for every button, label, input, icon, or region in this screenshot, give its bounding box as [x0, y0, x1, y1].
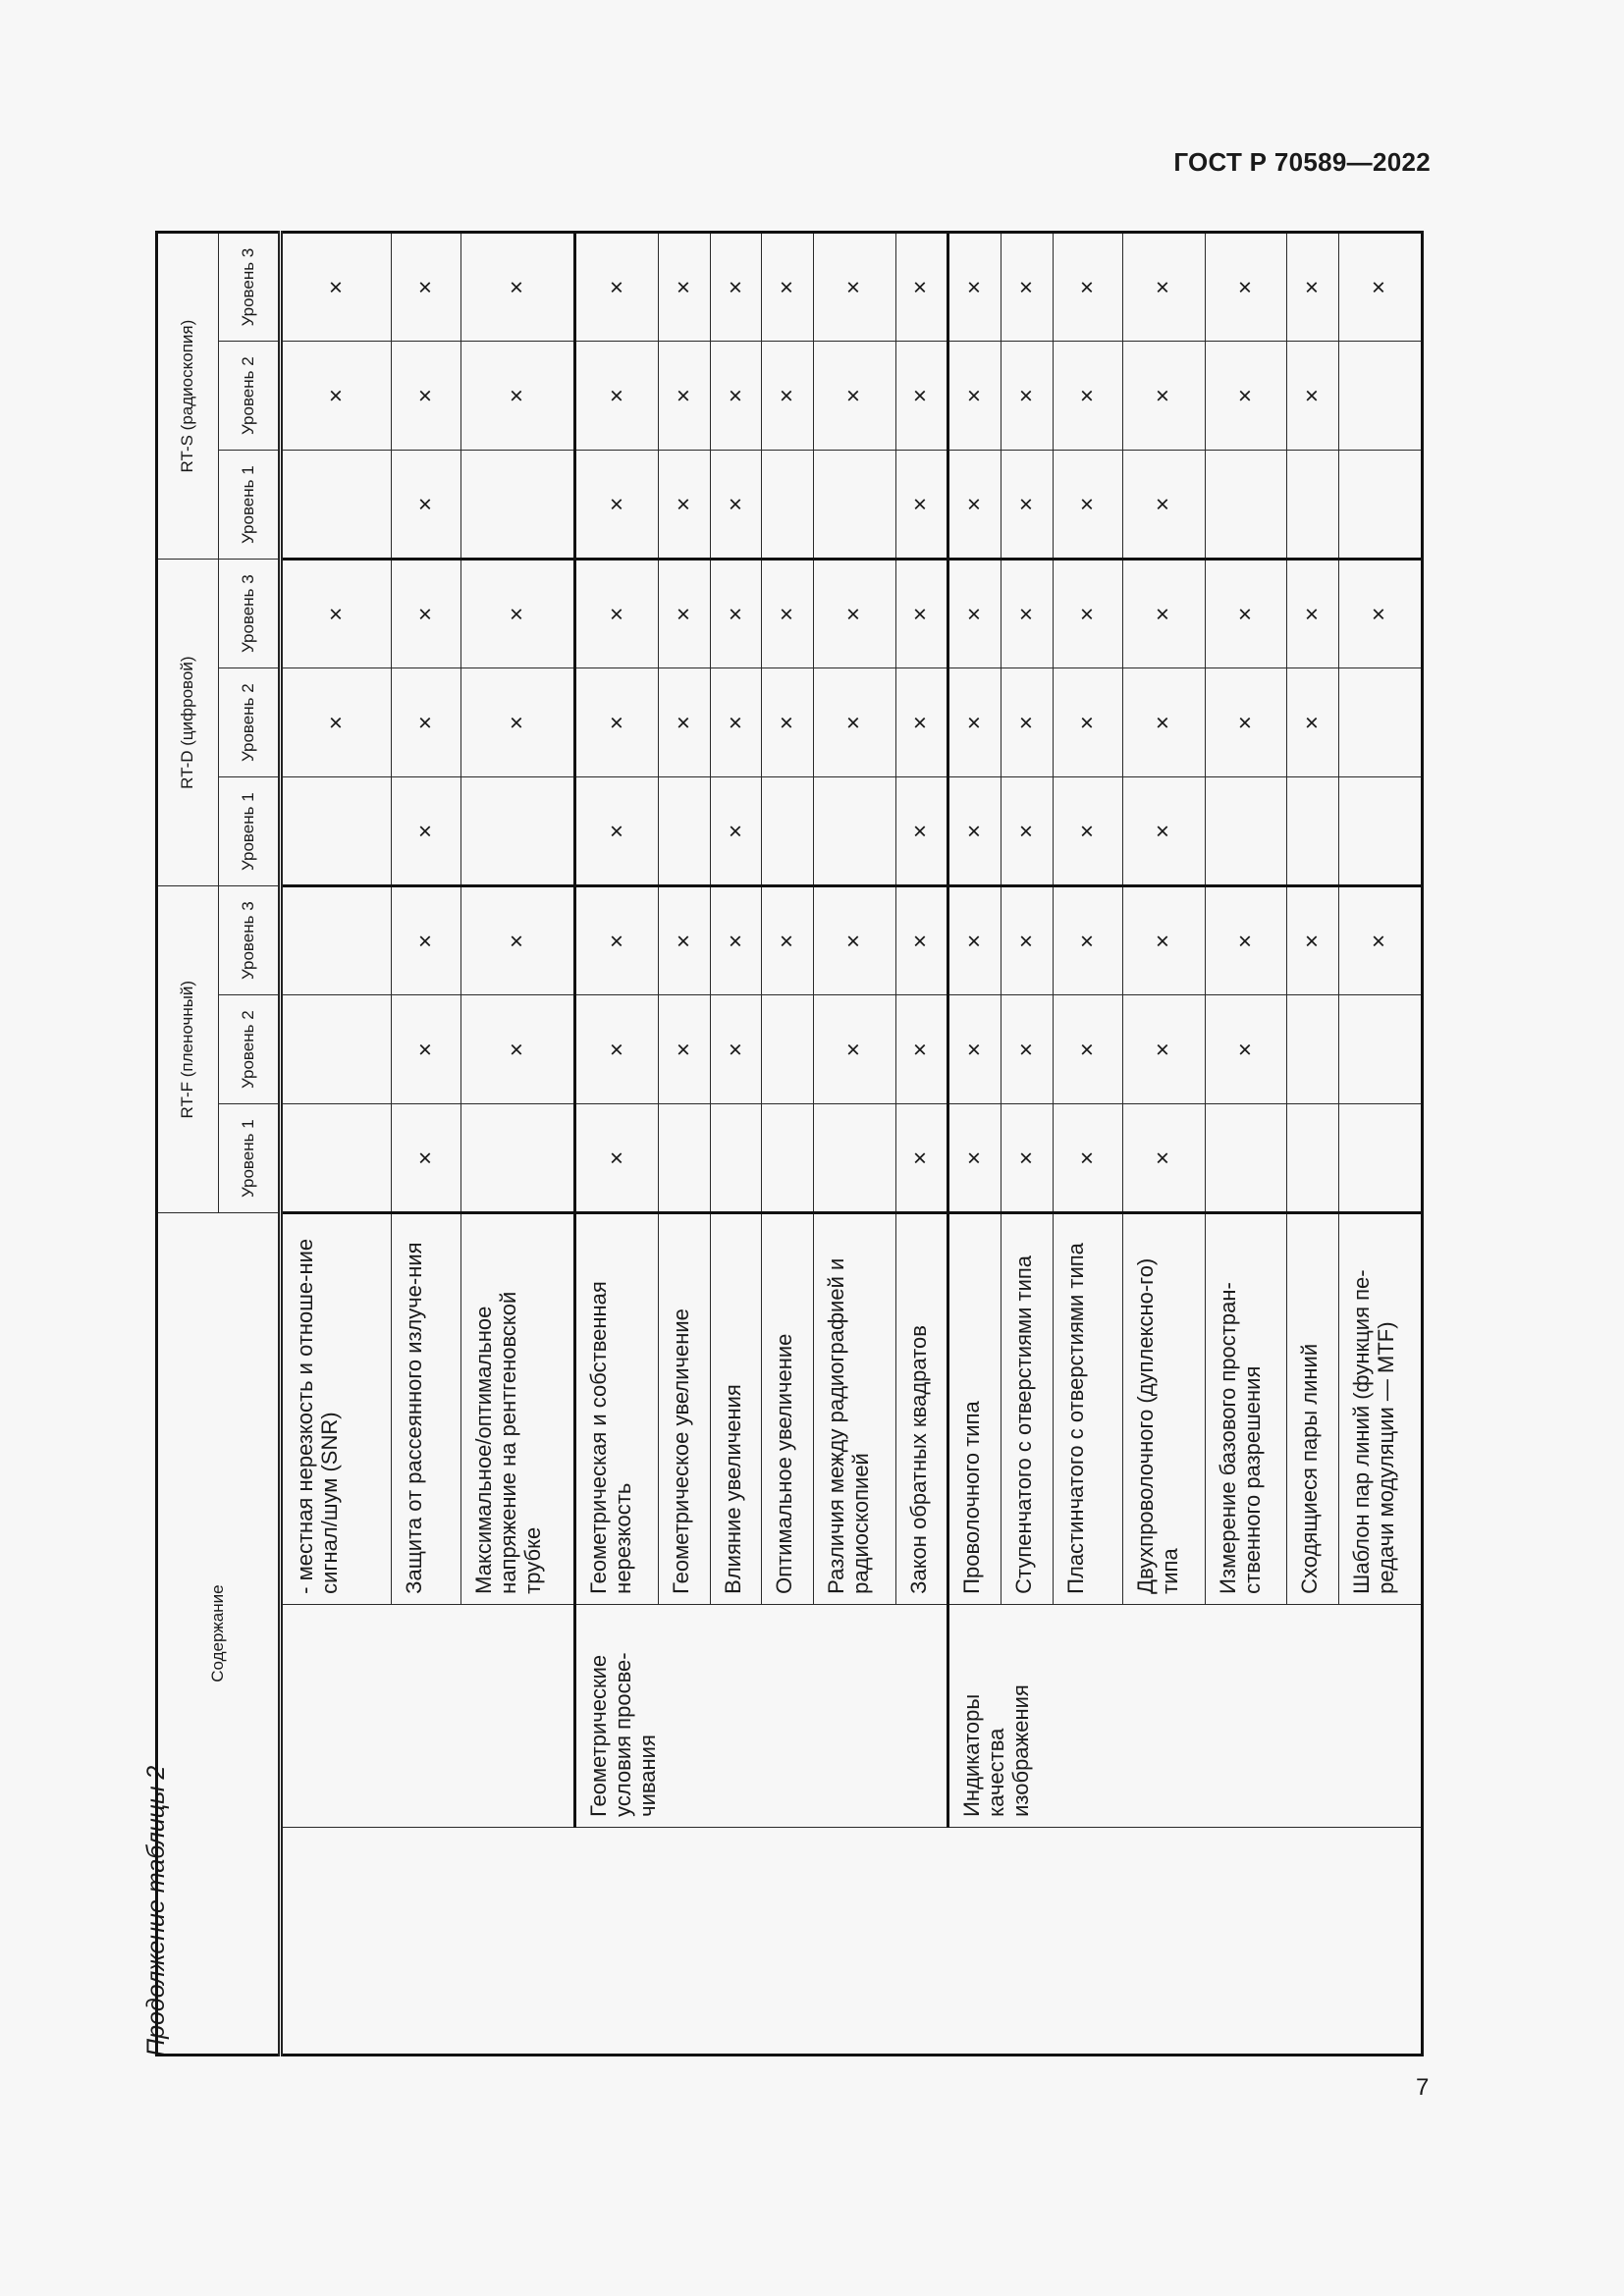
row-content-label: Геометрическое увеличение [659, 1213, 711, 1605]
mark-cross: × [281, 342, 392, 451]
empty-cell [281, 451, 392, 560]
level-header: Уровень 3 [218, 560, 281, 668]
mark-cross: × [895, 342, 948, 451]
empty-cell [659, 777, 711, 886]
mark-cross: × [461, 560, 575, 668]
level-header: Уровень 1 [218, 1104, 281, 1213]
empty-cell [1338, 995, 1422, 1104]
mark-cross: × [659, 233, 711, 342]
mark-cross: × [1122, 233, 1205, 342]
table-row [281, 233, 392, 2056]
empty-cell [1338, 1104, 1422, 1213]
mark-cross: × [948, 777, 1001, 886]
mark-cross: × [1001, 560, 1054, 668]
mark-cross: × [813, 668, 895, 777]
level-header: Уровень 1 [218, 777, 281, 886]
mark-cross: × [281, 668, 392, 777]
empty-cell [281, 995, 392, 1104]
mark-cross: × [1205, 560, 1287, 668]
table-row [575, 233, 659, 2056]
mark-cross: × [391, 560, 460, 668]
mark-cross: × [575, 777, 659, 886]
empty-cell [1338, 668, 1422, 777]
method-group-header: RT-D (цифровой) [157, 560, 219, 886]
mark-cross: × [710, 560, 762, 668]
mark-cross: × [762, 233, 814, 342]
document-id: ГОСТ Р 70589—2022 [1173, 147, 1431, 177]
row-content-label: Шаблон пар линий (функция пе-редачи модуляции — MTF) [1338, 1213, 1422, 1605]
mark-cross: × [281, 560, 392, 668]
empty-cell [1287, 1104, 1339, 1213]
mark-cross: × [895, 560, 948, 668]
mark-cross: × [710, 886, 762, 995]
mark-cross: × [391, 995, 460, 1104]
mark-cross: × [895, 886, 948, 995]
mark-cross: × [1053, 995, 1122, 1104]
row-content-label: Ступенчатого с отверстиями типа [1001, 1213, 1054, 1605]
mark-cross: × [391, 886, 460, 995]
mark-cross: × [1053, 342, 1122, 451]
level-header: Уровень 2 [218, 995, 281, 1104]
row-content-label: Пластинчатого с отверстиями типа [1053, 1213, 1122, 1605]
mark-cross: × [1053, 668, 1122, 777]
row-content-label: Сходящиеся пары линий [1287, 1213, 1339, 1605]
mark-cross: × [575, 560, 659, 668]
mark-cross: × [391, 451, 460, 560]
row-content-label: Измерение базового простран-ственного разрешения [1205, 1213, 1287, 1605]
page-number: 7 [1416, 2074, 1430, 2101]
blank-section-column [281, 1827, 1423, 2055]
empty-cell [659, 1104, 711, 1213]
mark-cross: × [1205, 995, 1287, 1104]
mark-cross: × [281, 233, 392, 342]
empty-cell [1287, 451, 1339, 560]
mark-cross: × [895, 1104, 948, 1213]
mark-cross: × [1053, 886, 1122, 995]
empty-cell [813, 777, 895, 886]
method-group-header: RT-F (пленочный) [157, 886, 219, 1213]
empty-cell [1205, 451, 1287, 560]
mark-cross: × [948, 886, 1001, 995]
mark-cross: × [710, 668, 762, 777]
level-header: Уровень 2 [218, 342, 281, 451]
empty-cell [813, 1104, 895, 1213]
mark-cross: × [813, 342, 895, 451]
mark-cross: × [1053, 233, 1122, 342]
empty-cell [762, 995, 814, 1104]
row-content-label: Максимальное/оптимальное напряжение на рентгеновской трубке [461, 1213, 575, 1605]
mark-cross: × [813, 560, 895, 668]
empty-cell [461, 1104, 575, 1213]
mark-cross: × [1287, 560, 1339, 668]
mark-cross: × [391, 668, 460, 777]
mark-cross: × [948, 560, 1001, 668]
mark-cross: × [659, 342, 711, 451]
row-content-label: - местная нерезкость и отноше-ние сигнал/шум (SNR) [281, 1213, 392, 1605]
mark-cross: × [813, 995, 895, 1104]
row-content-label: Влияние увеличения [710, 1213, 762, 1605]
mark-cross: × [895, 668, 948, 777]
mark-cross: × [1053, 451, 1122, 560]
mark-cross: × [659, 668, 711, 777]
row-group-label [281, 1604, 575, 1827]
mark-cross: × [1053, 560, 1122, 668]
mark-cross: × [1122, 451, 1205, 560]
empty-cell [762, 777, 814, 886]
mark-cross: × [575, 233, 659, 342]
mark-cross: × [813, 886, 895, 995]
mark-cross: × [1053, 1104, 1122, 1213]
row-content-label: Различия между радиографией и радиоскопией [813, 1213, 895, 1605]
mark-cross: × [1205, 342, 1287, 451]
mark-cross: × [1122, 995, 1205, 1104]
mark-cross: × [659, 451, 711, 560]
mark-cross: × [1001, 995, 1054, 1104]
mark-cross: × [461, 668, 575, 777]
mark-cross: × [391, 777, 460, 886]
mark-cross: × [1122, 886, 1205, 995]
mark-cross: × [461, 995, 575, 1104]
mark-cross: × [659, 995, 711, 1104]
row-group-label: Геометрические условия просве-чивания [575, 1604, 948, 1827]
mark-cross: × [575, 1104, 659, 1213]
mark-cross: × [391, 233, 460, 342]
row-content-label: Закон обратных квадратов [895, 1213, 948, 1605]
mark-cross: × [1001, 886, 1054, 995]
mark-cross: × [948, 668, 1001, 777]
empty-cell [813, 451, 895, 560]
table-row [948, 233, 1001, 2056]
requirements-table [155, 231, 1424, 2056]
empty-cell [281, 777, 392, 886]
mark-cross: × [1001, 342, 1054, 451]
mark-cross: × [1122, 777, 1205, 886]
mark-cross: × [1338, 886, 1422, 995]
row-content-label: Защита от рассеянного излуче-ния [391, 1213, 460, 1605]
row-content-label: Проволочного типа [948, 1213, 1001, 1605]
mark-cross: × [1001, 233, 1054, 342]
empty-cell [281, 1104, 392, 1213]
mark-cross: × [1053, 777, 1122, 886]
mark-cross: × [1338, 233, 1422, 342]
mark-cross: × [762, 342, 814, 451]
mark-cross: × [1287, 233, 1339, 342]
mark-cross: × [948, 233, 1001, 342]
mark-cross: × [1122, 342, 1205, 451]
content-column-header: Содержание [157, 1213, 281, 2056]
level-header: Уровень 1 [218, 451, 281, 560]
mark-cross: × [461, 342, 575, 451]
mark-cross: × [813, 233, 895, 342]
empty-cell [281, 886, 392, 995]
level-header: Уровень 3 [218, 233, 281, 342]
row-content-label: Двухпроволочного (дуплексно-го) типа [1122, 1213, 1205, 1605]
mark-cross: × [1001, 777, 1054, 886]
mark-cross: × [762, 886, 814, 995]
empty-cell [1287, 777, 1339, 886]
level-header: Уровень 2 [218, 668, 281, 777]
empty-cell [1338, 777, 1422, 886]
mark-cross: × [948, 451, 1001, 560]
empty-cell [461, 451, 575, 560]
mark-cross: × [1287, 886, 1339, 995]
mark-cross: × [461, 886, 575, 995]
mark-cross: × [710, 342, 762, 451]
method-group-header: RT-S (радиоскопия) [157, 233, 219, 560]
mark-cross: × [710, 451, 762, 560]
empty-cell [762, 451, 814, 560]
mark-cross: × [948, 1104, 1001, 1213]
mark-cross: × [1122, 1104, 1205, 1213]
mark-cross: × [895, 777, 948, 886]
mark-cross: × [1122, 668, 1205, 777]
mark-cross: × [1205, 233, 1287, 342]
mark-cross: × [1287, 342, 1339, 451]
empty-cell [1338, 451, 1422, 560]
empty-cell [762, 1104, 814, 1213]
mark-cross: × [948, 995, 1001, 1104]
mark-cross: × [575, 995, 659, 1104]
mark-cross: × [1001, 1104, 1054, 1213]
mark-cross: × [1205, 668, 1287, 777]
row-content-label: Геометрическая и собственная нерезкость [575, 1213, 659, 1605]
empty-cell [461, 777, 575, 886]
mark-cross: × [1205, 886, 1287, 995]
mark-cross: × [895, 995, 948, 1104]
mark-cross: × [659, 560, 711, 668]
mark-cross: × [895, 451, 948, 560]
mark-cross: × [575, 668, 659, 777]
row-group-label: Индикаторы качества изображения [948, 1604, 1423, 1827]
empty-cell [1205, 777, 1287, 886]
mark-cross: × [659, 886, 711, 995]
empty-cell [1205, 1104, 1287, 1213]
table-header-row [157, 233, 219, 2056]
mark-cross: × [461, 233, 575, 342]
table-continuation-label: Продолжение таблицы 2 [142, 1765, 170, 2056]
mark-cross: × [575, 886, 659, 995]
mark-cross: × [895, 233, 948, 342]
mark-cross: × [391, 342, 460, 451]
row-content-label: Оптимальное увеличение [762, 1213, 814, 1605]
mark-cross: × [1001, 668, 1054, 777]
empty-cell [1287, 995, 1339, 1104]
mark-cross: × [1122, 560, 1205, 668]
mark-cross: × [710, 995, 762, 1104]
mark-cross: × [1338, 560, 1422, 668]
mark-cross: × [948, 342, 1001, 451]
mark-cross: × [1287, 668, 1339, 777]
mark-cross: × [710, 777, 762, 886]
mark-cross: × [575, 451, 659, 560]
empty-cell [710, 1104, 762, 1213]
empty-cell [1338, 342, 1422, 451]
level-header: Уровень 3 [218, 886, 281, 995]
mark-cross: × [762, 560, 814, 668]
mark-cross: × [575, 342, 659, 451]
mark-cross: × [1001, 451, 1054, 560]
mark-cross: × [391, 1104, 460, 1213]
mark-cross: × [762, 668, 814, 777]
mark-cross: × [710, 233, 762, 342]
